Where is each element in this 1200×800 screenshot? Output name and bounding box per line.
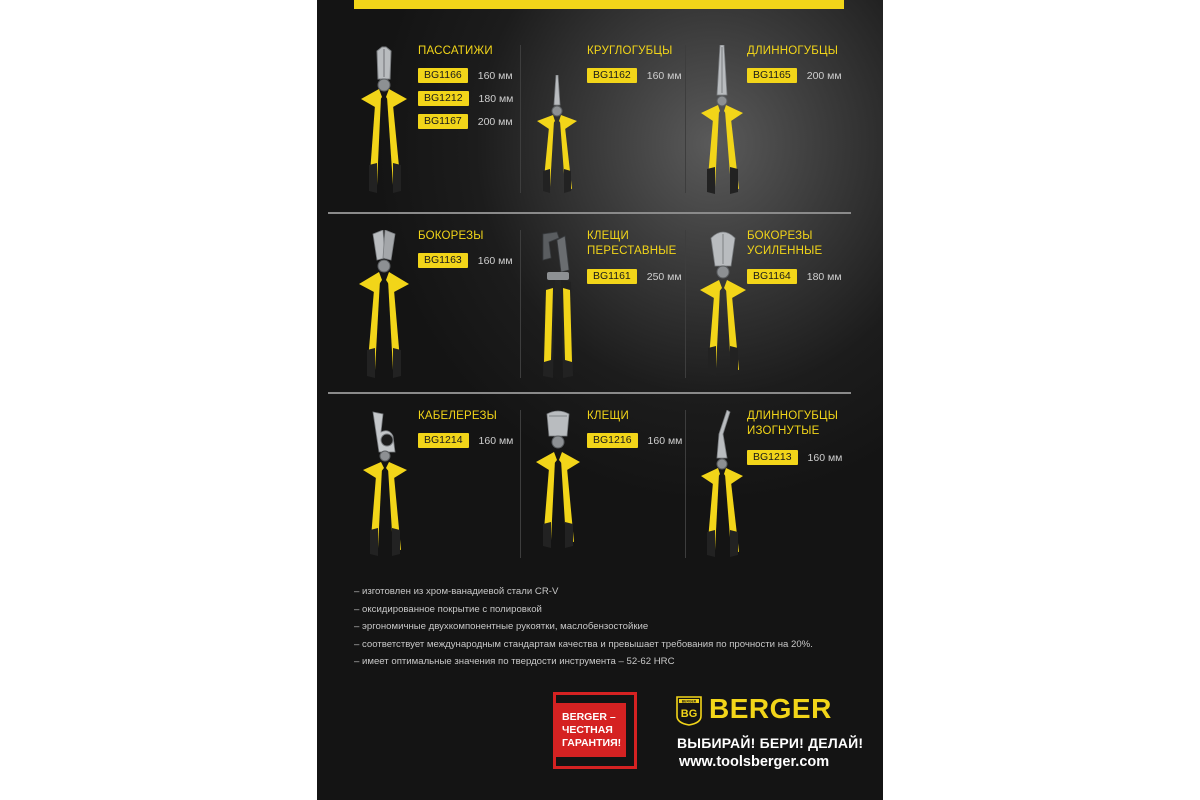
product-sheet (317, 0, 883, 800)
size-label: 250 мм (646, 270, 682, 283)
product-name: БОКОРЕЗЫ (418, 230, 484, 242)
sku-badge: BG1214 (418, 433, 469, 448)
logo-badge-top: BERGER (681, 699, 697, 704)
feature-item: – изготовлен из хром-ванадиевой стали CR-V (354, 586, 559, 597)
feature-item: – эргономичные двухкомпонентные рукоятки, маслобензостойкие (354, 621, 649, 632)
sku-badge: BG1213 (747, 450, 798, 465)
heavy-duty-cutters-icon (697, 230, 749, 378)
sku-badge: BG1212 (418, 91, 469, 106)
bent-long-nose-pliers-icon (697, 410, 747, 558)
column-divider (520, 410, 521, 558)
sku-badge: BG1162 (587, 68, 637, 83)
product-name-line: ИЗОГНУТЫЕ (747, 425, 820, 437)
cable-cutters-icon (359, 410, 411, 558)
end-cutting-pliers-icon (533, 408, 583, 550)
long-nose-pliers-icon (697, 45, 747, 195)
row-divider-2 (328, 392, 851, 394)
column-divider (685, 410, 686, 558)
sku-badge: BG1161 (587, 269, 637, 284)
combination-pliers-icon (357, 45, 411, 195)
product-name-line: КЛЕЩИ (587, 230, 629, 242)
sku-badge: BG1164 (747, 269, 797, 284)
variant-row (418, 91, 513, 106)
guarantee-line: ГАРАНТИЯ! (562, 737, 622, 749)
website-link[interactable]: www.toolsberger.com (679, 754, 830, 770)
brand-name: BERGER (709, 693, 832, 724)
variant-row (587, 269, 682, 284)
product-name: КАБЕЛЕРЕЗЫ (418, 410, 498, 422)
feature-item: – оксидированное покрытие с полировкой (354, 603, 542, 615)
feature-item: – имеет оптимальные значения по твердости инструмента – 52-62 HRC (354, 656, 675, 667)
variant-row (747, 269, 842, 284)
size-label: 160 мм (647, 434, 683, 447)
berger-logo-icon (676, 696, 702, 726)
variant-row (418, 433, 513, 448)
variant-row (747, 68, 842, 83)
sku-badge: BG1165 (747, 68, 797, 83)
variant-row (587, 68, 682, 83)
variant-row (418, 114, 513, 129)
guarantee-line: BERGER – (562, 711, 616, 723)
top-accent-bar (354, 0, 844, 9)
product-name-line: ДЛИННОГУБЦЫ (747, 410, 839, 422)
sku-badge: BG1166 (418, 68, 468, 83)
guarantee-badge (553, 692, 637, 769)
sku-badge: BG1167 (418, 114, 468, 129)
logo-badge-text: BG (680, 708, 698, 720)
size-label: 200 мм (806, 69, 842, 82)
feature-item: – соответствует международным стандартам качества и превышает требования по прочности на 20%. (354, 638, 813, 650)
column-divider (685, 45, 686, 193)
product-name: ПАССАТИЖИ (418, 45, 493, 57)
size-label: 160 мм (807, 451, 843, 464)
column-divider (685, 230, 686, 378)
variant-row (587, 433, 682, 448)
guarantee-text (562, 711, 621, 750)
size-label: 160 мм (478, 434, 514, 447)
diagonal-cutters-icon (355, 230, 413, 380)
product-name: КЛЕЩИ (587, 410, 629, 422)
product-name: ДЛИННОГУБЦЫ (747, 45, 839, 57)
product-name-line: УСИЛЕННЫЕ (747, 245, 823, 257)
sku-badge: BG1216 (587, 433, 638, 448)
column-divider (520, 45, 521, 193)
size-label: 200 мм (477, 115, 513, 128)
sku-badge: BG1163 (418, 253, 468, 268)
variant-row (418, 253, 513, 268)
brand-slogan: ВЫБИРАЙ! БЕРИ! ДЕЛАЙ! (677, 735, 864, 751)
size-label: 180 мм (478, 92, 514, 105)
product-name-line: БОКОРЕЗЫ (747, 230, 813, 242)
variant-row (747, 450, 842, 465)
size-label: 180 мм (806, 270, 842, 283)
features-list (354, 583, 813, 671)
product-name-line: ПЕРЕСТАВНЫЕ (587, 245, 677, 257)
guarantee-line: ЧЕСТНАЯ (562, 724, 613, 736)
size-label: 160 мм (646, 69, 682, 82)
variant-row (418, 68, 513, 83)
column-divider (520, 230, 521, 378)
row-divider-1 (328, 212, 851, 214)
size-label: 160 мм (477, 69, 513, 82)
size-label: 160 мм (477, 254, 513, 267)
round-nose-pliers-icon (534, 75, 580, 195)
product-name: КРУГЛОГУБЦЫ (587, 45, 673, 57)
water-pump-pliers-icon (535, 230, 581, 382)
